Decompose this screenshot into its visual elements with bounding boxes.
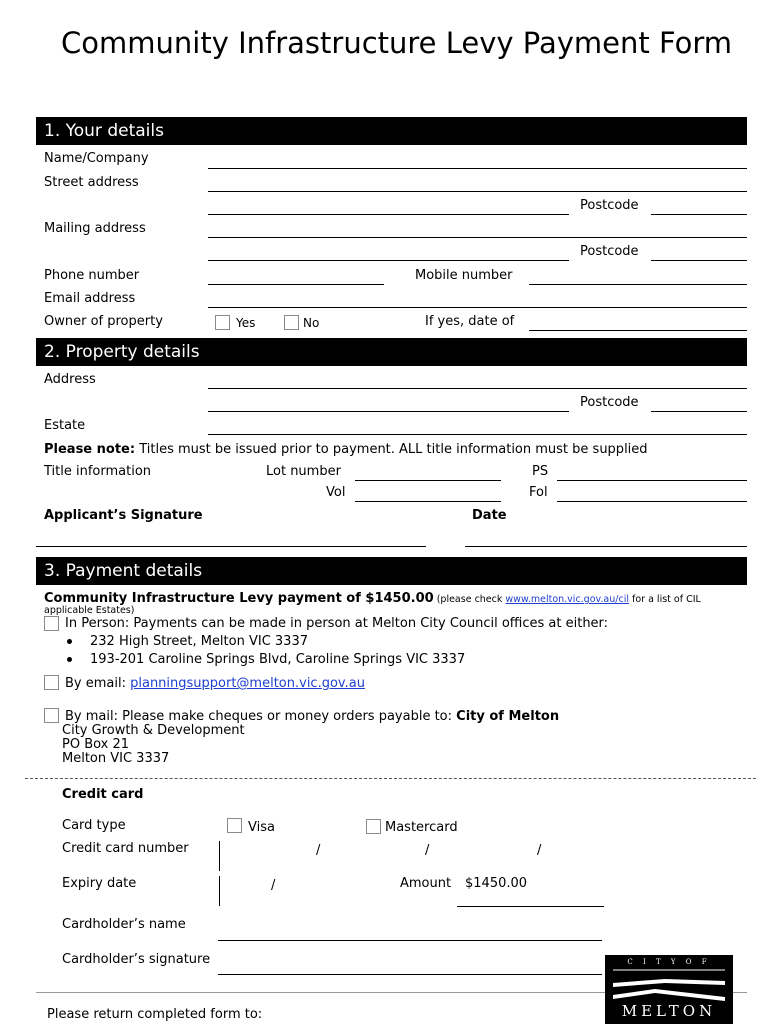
owner-no-label: No xyxy=(303,316,320,330)
section-your-details-header: 1. Your details xyxy=(36,117,747,145)
owner-yes-checkbox[interactable] xyxy=(215,315,230,330)
street-address-field-2[interactable] xyxy=(208,214,569,215)
mailing-postcode-field[interactable] xyxy=(651,260,747,261)
cardholder-name-label: Cardholder’s name xyxy=(62,917,186,932)
vol-field[interactable] xyxy=(355,501,501,502)
card-number-field-edge xyxy=(219,841,220,871)
email-label: Email address xyxy=(44,291,136,306)
property-address-label: Address xyxy=(44,372,96,387)
title-info-label: Title information xyxy=(44,464,152,479)
applicant-signature-field[interactable] xyxy=(36,546,426,547)
phone-field[interactable] xyxy=(208,284,384,285)
lot-number-field[interactable] xyxy=(355,480,501,481)
ps-label: PS xyxy=(532,464,549,479)
cut-line-divider xyxy=(25,778,756,779)
if-yes-date-label: If yes, date of xyxy=(425,314,515,329)
visa-checkbox[interactable] xyxy=(227,818,242,833)
signature-date-field[interactable] xyxy=(465,546,747,547)
mobile-field[interactable] xyxy=(529,284,747,285)
date-label: Date xyxy=(472,508,507,523)
amount-value: $1450.00 xyxy=(465,876,528,891)
levy-note-line2: applicable Estates) xyxy=(44,605,135,616)
name-field[interactable] xyxy=(208,168,747,169)
ownership-date-field[interactable] xyxy=(529,330,747,331)
expiry-separator: / xyxy=(271,878,276,893)
lot-number-label: Lot number xyxy=(266,464,341,479)
mail-address-line-1: City Growth & Development xyxy=(62,723,245,738)
property-postcode-field[interactable] xyxy=(651,411,747,412)
email-link[interactable]: planningsupport@melton.vic.gov.au xyxy=(130,676,365,691)
property-address-field[interactable] xyxy=(208,388,747,389)
fol-field[interactable] xyxy=(557,501,747,502)
property-postcode-label: Postcode xyxy=(580,395,639,410)
street-address-field[interactable] xyxy=(208,191,747,192)
mailing-address-label: Mailing address xyxy=(44,221,146,236)
card-type-label: Card type xyxy=(62,818,126,833)
bullet-icon xyxy=(67,639,72,644)
postcode-field[interactable] xyxy=(651,214,747,215)
mastercard-label: Mastercard xyxy=(385,820,458,835)
postcode-label: Postcode xyxy=(580,198,639,213)
estate-label: Estate xyxy=(44,418,86,433)
card-number-separator: / xyxy=(316,843,321,858)
email-field[interactable] xyxy=(208,307,747,308)
fol-label: Fol xyxy=(529,485,548,500)
credit-card-heading: Credit card xyxy=(62,787,144,802)
by-mail-checkbox[interactable] xyxy=(44,708,59,723)
card-number-separator: / xyxy=(425,843,430,858)
owner-yes-label: Yes xyxy=(236,316,256,330)
form-title: Community Infrastructure Levy Payment Form xyxy=(61,26,732,60)
mailing-address-field-2[interactable] xyxy=(208,260,569,261)
office-address-1: 232 High Street, Melton VIC 3337 xyxy=(90,634,308,649)
property-address-field-2[interactable] xyxy=(208,411,569,412)
visa-label: Visa xyxy=(248,820,275,835)
mailing-address-field[interactable] xyxy=(208,237,747,238)
levy-amount-text: Community Infrastructure Levy payment of $1450.00 (please check www.melton.vic.gov.au/cil for a list of CIL xyxy=(44,591,701,606)
mail-address-line-2: PO Box 21 xyxy=(62,737,130,752)
cardholder-name-field[interactable] xyxy=(218,940,602,941)
cil-link[interactable]: www.melton.vic.gov.au/cil xyxy=(505,594,629,605)
cardholder-signature-label: Cardholder’s signature xyxy=(62,952,211,967)
in-person-checkbox[interactable] xyxy=(44,616,59,631)
applicant-signature-label: Applicant’s Signature xyxy=(44,508,203,523)
mailing-postcode-label: Postcode xyxy=(580,244,639,259)
by-email-checkbox[interactable] xyxy=(44,675,59,690)
mobile-label: Mobile number xyxy=(415,268,513,283)
name-label: Name/Company xyxy=(44,151,149,166)
cardholder-signature-field[interactable] xyxy=(218,974,602,975)
return-form-label: Please return completed form to: xyxy=(47,1007,263,1022)
in-person-label: In Person: Payments can be made in person at Melton City Council offices at either: xyxy=(65,616,609,631)
mastercard-checkbox[interactable] xyxy=(366,819,381,834)
estate-field[interactable] xyxy=(208,434,747,435)
vol-label: Vol xyxy=(326,485,346,500)
ps-field[interactable] xyxy=(557,480,747,481)
by-email-label: By email: planningsupport@melton.vic.gov.au xyxy=(65,676,365,691)
expiry-date-label: Expiry date xyxy=(62,876,137,891)
card-number-separator: / xyxy=(537,843,542,858)
please-note: Please note: Titles must be issued prior to payment. ALL title information must be supplied xyxy=(44,442,648,457)
amount-label: Amount xyxy=(400,876,452,891)
by-mail-label: By mail: Please make cheques or money orders payable to: City of Melton xyxy=(65,709,560,724)
expiry-field-edge xyxy=(219,876,220,906)
mail-address-line-3: Melton VIC 3337 xyxy=(62,751,170,766)
phone-label: Phone number xyxy=(44,268,140,283)
owner-no-checkbox[interactable] xyxy=(284,315,299,330)
amount-field[interactable] xyxy=(457,906,604,907)
owner-label: Owner of property xyxy=(44,314,163,329)
section-property-details-header: 2. Property details xyxy=(36,338,747,366)
bullet-icon xyxy=(67,657,72,662)
street-address-label: Street address xyxy=(44,175,139,190)
card-number-label: Credit card number xyxy=(62,841,189,856)
section-payment-details-header: 3. Payment details xyxy=(36,557,747,585)
city-of-melton-logo: C I T Y O F MELTON xyxy=(605,955,733,1024)
office-address-2: 193-201 Caroline Springs Blvd, Caroline Springs VIC 3337 xyxy=(90,652,466,667)
